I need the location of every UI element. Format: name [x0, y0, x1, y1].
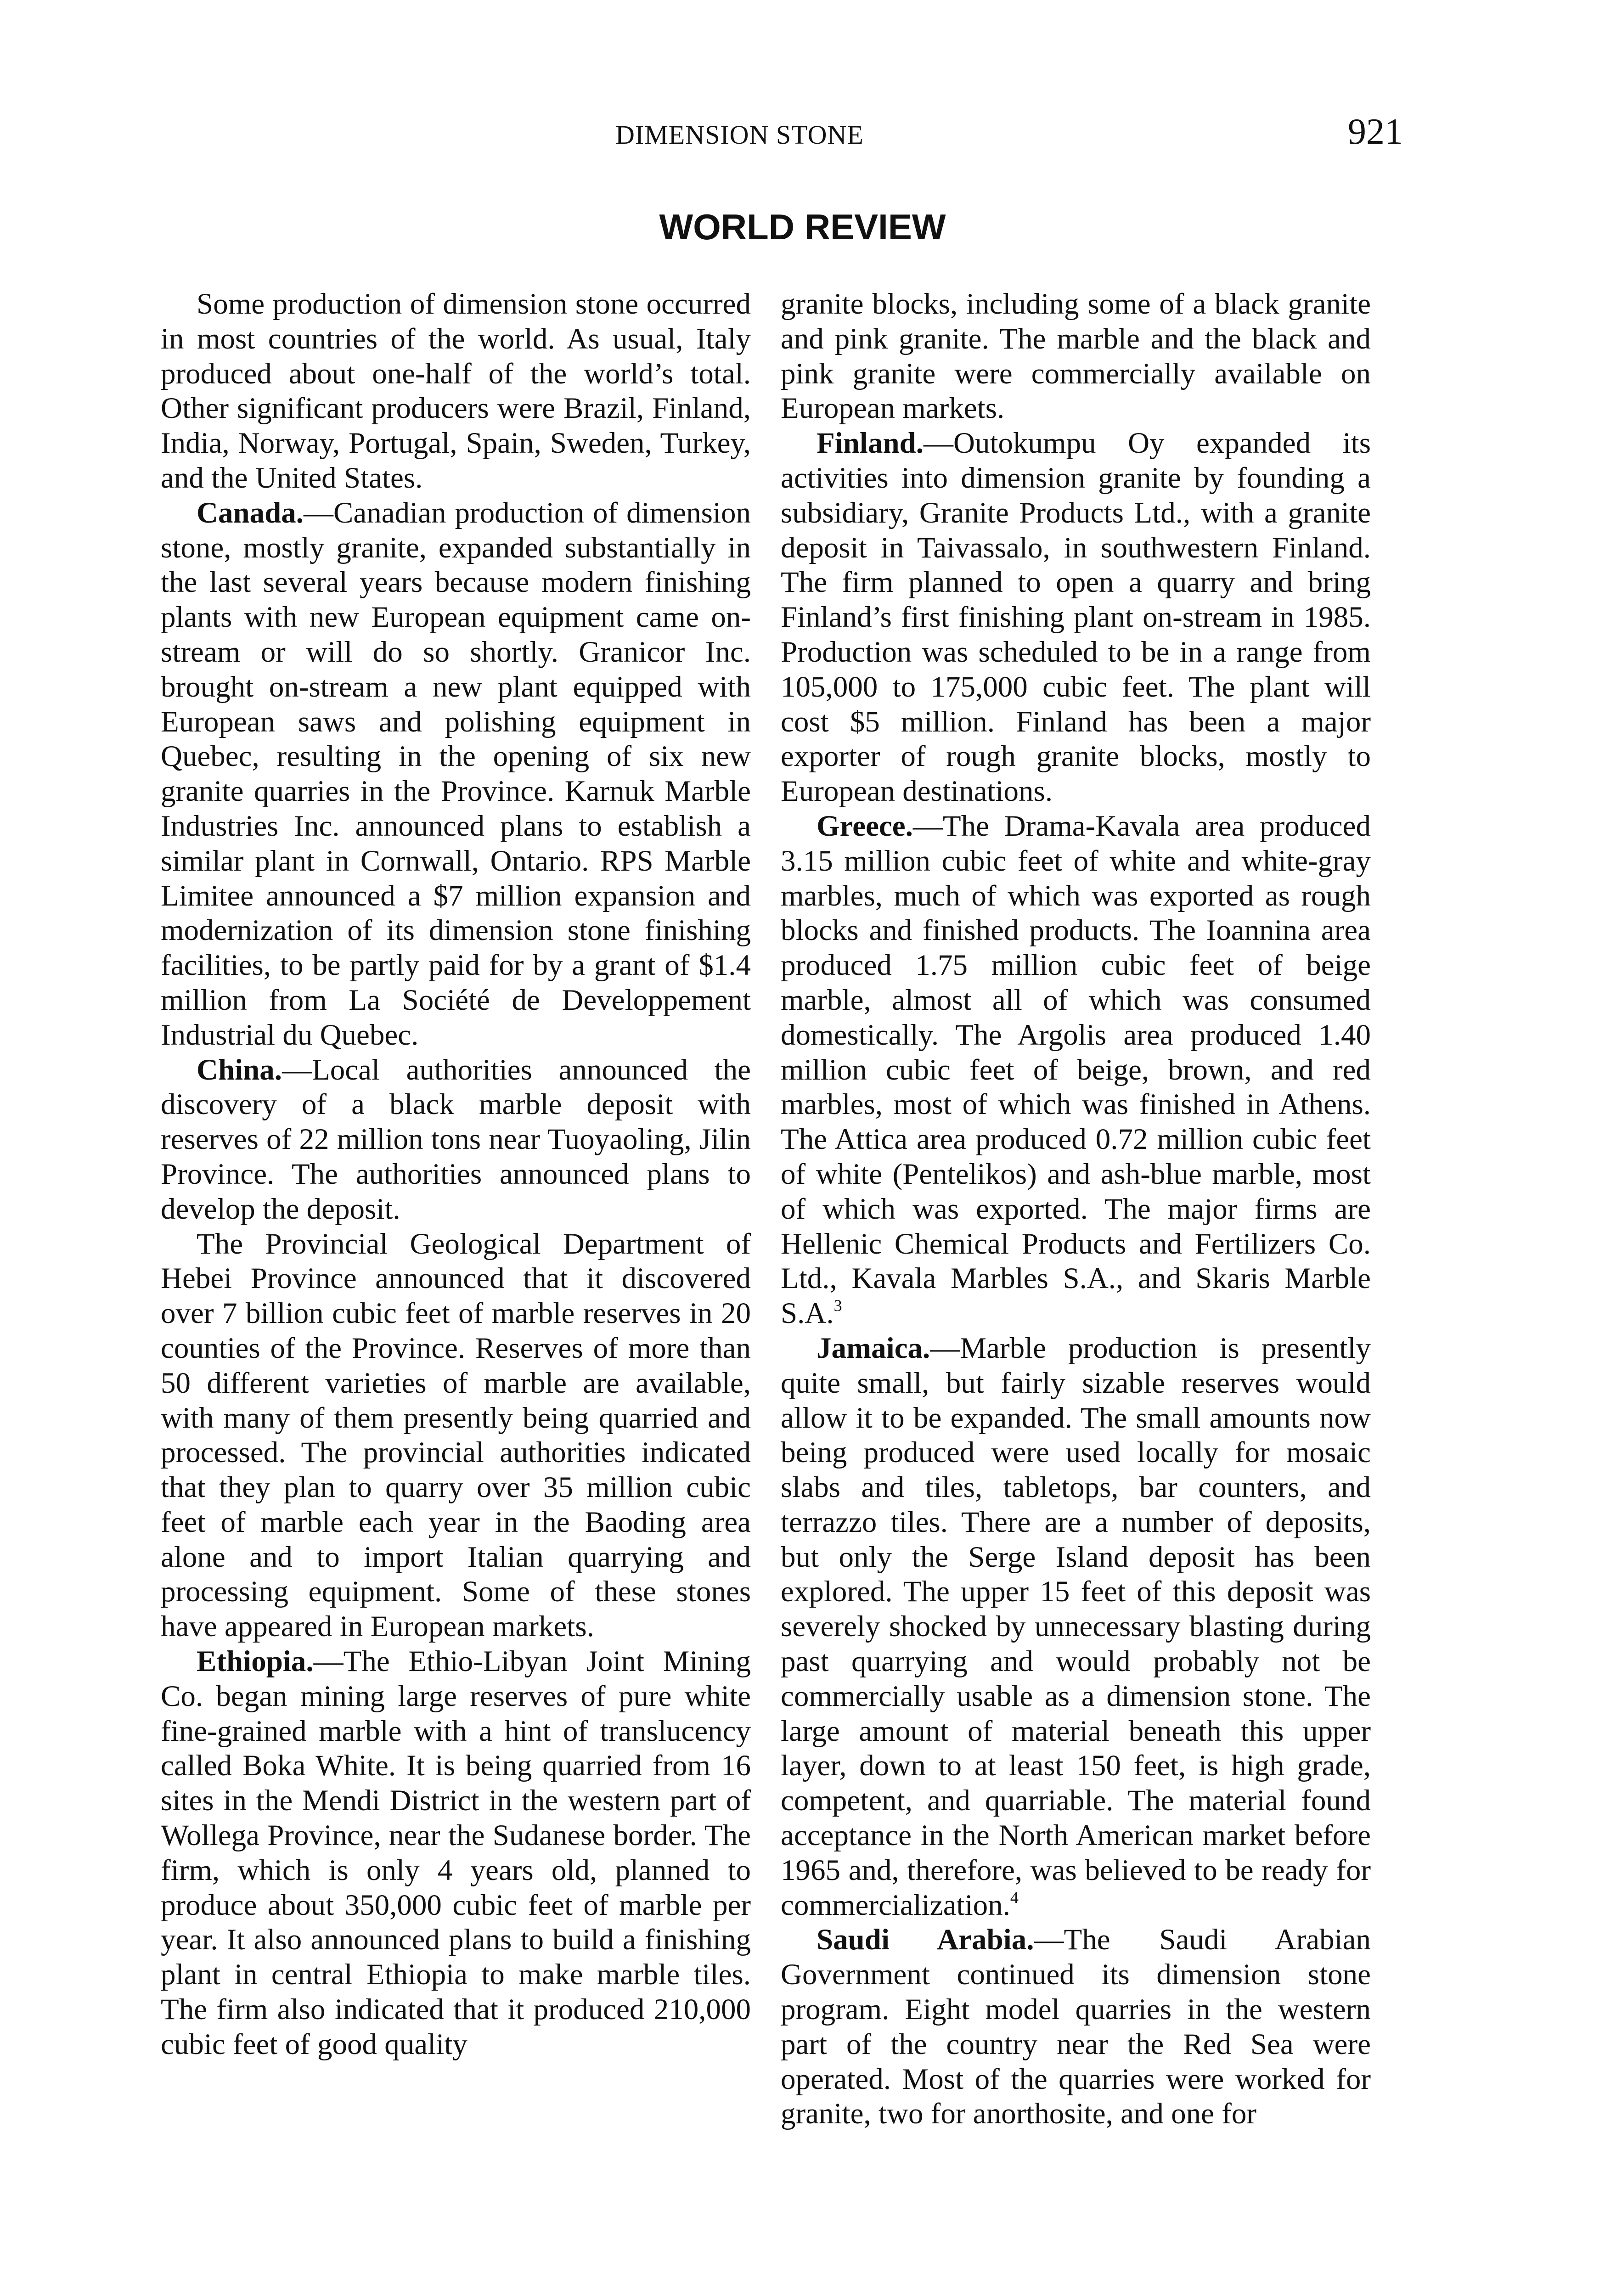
page-number: 921 [1348, 112, 1403, 152]
paragraph-text: —Local authorities announced the discovery of a black marble deposit with reserves of 22 million tons near Tuoyaoling, Jilin Province. The authorities announced plans to develop the deposit. [161, 1053, 751, 1226]
paragraph-jamaica [781, 1331, 1371, 1923]
paragraph-hebei [161, 1227, 751, 1645]
paragraph-text: —Canadian production of dimension stone, mostly granite, expanded substantially in the last several years because modern finishing plants with new European equipment came on-stream or will do so shortly. Granicor Inc. brought on-stream a new plant equipped with European saws and polishing equipment in Quebec, resulting in the opening of six new granite quarries in the Province. Karnuk Marble Industries Inc. announced plans to establish a similar plant in Cornwall, Ontario. RPS Marble Limitee announced a $7 million expansion and modernization of its dimension stone finishing facilities, to be partly paid for by a grant of $1.4 million from La Société de Developpement Industrial du Quebec. [161, 496, 751, 1052]
paragraph-text: —The Saudi Arabian Government continued its dimension stone program. Eight model quarries in the western part of the country near the Red Sea were operated. Most of the quarries were worked for granite, two for anorthosite, and one for [781, 1923, 1371, 2131]
paragraph-heading: Greece. [817, 809, 913, 843]
paragraph-text: Some production of dimension stone occurred in most countries of the world. As usual, Italy produced about one-half of the world’s total. Other significant producers were Brazil, Finland, India, Norway, Portugal, Spain, Sweden, Turkey, and the United States. [161, 287, 751, 495]
paragraph-heading: Canada. [197, 496, 304, 529]
paragraph-text: granite blocks, including some of a black granite and pink granite. The marble and the black and pink granite were commercially available on European markets. [781, 287, 1371, 425]
paragraph-text: —The Drama-Kavala area produced 3.15 million cubic feet of white and white-gray marbles, much of which was exported as rough blocks and finished products. The Ioannina area produced 1.75 million cubic feet of beige marble, almost all of which was consumed domestically. The Argolis area produced 1.40 million cubic feet of beige, brown, and red marbles, most of which was finished in Athens. The Attica area produced 0.72 million cubic feet of white (Pentelikos) and ash-blue marble, most of which was exported. The major firms are Hellenic Chemical Products and Fertilizers Co. Ltd., Kavala Marbles S.A., and Skaris Marble S.A. [781, 809, 1371, 1330]
paragraph-heading: Jamaica. [817, 1331, 930, 1365]
paragraph-text: —The Ethio-Libyan Joint Mining Co. began mining large reserves of pure white fine-grained marble with a hint of translucency called Boka White. It is being quarried from 16 sites in the Mendi District in the western part of Wollega Province, near the Sudanese border. The firm, which is only 4 years old, planned to produce about 350,000 cubic feet of marble per year. It also announced plans to build a finishing plant in central Ethiopia to make marble tiles. The firm also indicated that it produced 210,000 cubic feet of good quality [161, 1645, 751, 2061]
paragraph-ethiopia [161, 1644, 751, 2062]
paragraph-heading: Ethiopia. [197, 1645, 314, 1678]
paragraph-intro [161, 287, 751, 496]
running-head: DIMENSION STONE [615, 120, 864, 150]
paragraph-text: The Provincial Geological Department of Hebei Province announced that it discovered over 7 billion cubic feet of marble reserves in 20 counties of the Province. Reserves of more than 50 different varieties of marble are available, with many of them presently being quarried and processed. The provincial authorities indicated that they plan to quarry over 35 million cubic feet of marble each year in the Baoding area alone and to import Italian quarrying and processing equipment. Some of these stones have appeared in European markets. [161, 1227, 751, 1643]
paragraph-heading: Finland. [817, 427, 924, 460]
paragraph-heading: Saudi Arabia. [817, 1923, 1034, 1957]
paragraph-heading: China. [197, 1053, 282, 1086]
footnote-marker: 3 [833, 1296, 842, 1315]
paragraph-saudi-arabia [781, 1923, 1371, 2132]
left-column [161, 287, 751, 2062]
footnote-marker: 4 [1010, 1888, 1019, 1907]
paragraph-text: —Outokumpu Oy expanded its activities into dimension granite by founding a subsidiary, Granite Products Ltd., with a granite deposit in Taivassalo, in southwestern Finland. The firm planned to open a quarry and bring Finland’s first finishing plant on-stream in 1985. Production was scheduled to be in a range from 105,000 to 175,000 cubic feet. The plant will cost $5 million. Finland has been a major exporter of rough granite blocks, mostly to European destinations. [781, 427, 1371, 808]
paragraph-canada [161, 496, 751, 1053]
paragraph-ethiopia-continued [781, 287, 1371, 426]
paragraph-text: —Marble production is presently quite small, but fairly sizable reserves would allow it to be expanded. The small amounts now being produced were used locally for mosaic slabs and tiles, tabletops, bar counters, and terrazzo tiles. There are a number of deposits, but only the Serge Island deposit has been explored. The upper 15 feet of this deposit was severely shocked by unnecessary blasting during past quarrying and would probably not be commercially usable as a dimension stone. The large amount of material beneath this upper layer, down to at least 150 feet, is high grade, competent, and quarriable. The material found acceptance in the North American market before 1965 and, therefore, was believed to be ready for commercialization. [781, 1331, 1371, 1922]
paragraph-finland [781, 426, 1371, 809]
section-title: WORLD REVIEW [659, 207, 946, 247]
right-column [781, 287, 1371, 2132]
paragraph-greece [781, 809, 1371, 1331]
paragraph-china [161, 1053, 751, 1227]
